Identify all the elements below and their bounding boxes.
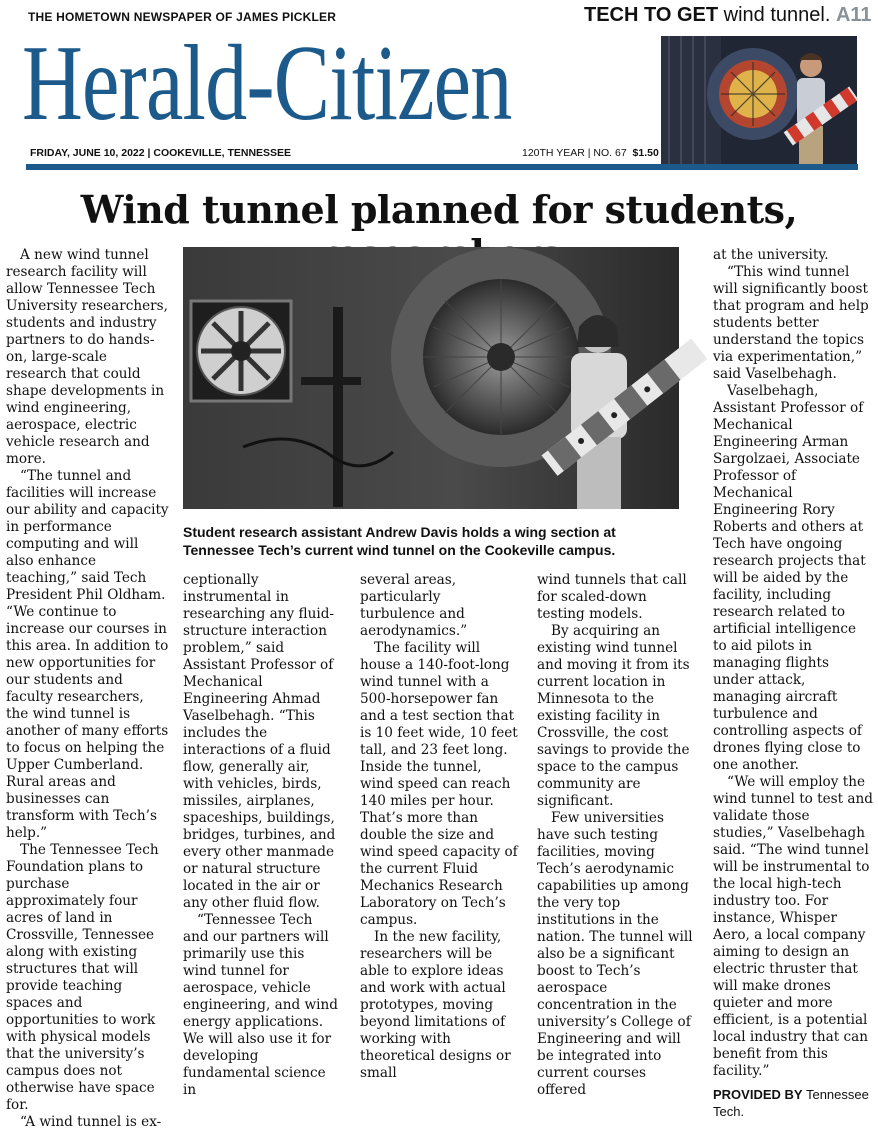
paragraph: A new wind tunnel research facility will allow Tennessee Tech University researchers, students and industry partners to do hands-on, large-scale research that could shape developments in wind engineering, aerospace, electric vehicle research and more. [6, 247, 168, 467]
provided-by [713, 1086, 873, 1120]
teaser-photo [661, 36, 857, 164]
front-page-teaser[interactable] [584, 4, 872, 27]
volume-info [522, 147, 659, 159]
tagline-name: JAMES PICKLER [236, 10, 337, 24]
article-column-5 [713, 247, 873, 1120]
article-column-4 [537, 572, 695, 1099]
volume-number: 120TH YEAR | NO. 67 [522, 147, 627, 159]
article-column-3 [360, 572, 518, 1082]
provided-source: Tennessee Tech. [713, 1087, 869, 1119]
paragraph: “The tunnel and facilities will increase our ability and capacity in performance computing and will also enhance teaching,” said Tech President Phil Oldham. “We continue to increase our courses in this area. In addition to new opportunities for our students and faculty researchers, the wind tunnel is another of many efforts to focus on helping the Upper Cumberland. Rural areas and businesses can transform with Tech’s help.” [6, 468, 169, 841]
paragraph: By acquiring an existing wind tunnel and moving it from its current location in Minnesota to the existing facility in Crossville, the cost savings to provide the space to the campus community are significant. [537, 623, 690, 809]
paragraph: “A wind tunnel is ex- [20, 1114, 162, 1130]
article-headline: Wind tunnel planned for students, [80, 187, 798, 232]
article-column-1 [6, 247, 169, 1131]
paragraph: In the new facility, researchers will be able to explore ideas and work with actual prototypes, moving beyond limitations of working with theoretical designs or small [360, 929, 511, 1081]
masthead-tagline [28, 10, 336, 24]
tagline-prefix: THE HOMETOWN NEWSPAPER OF [28, 10, 233, 24]
photo-caption: Student research assistant Andrew Davis holds a wing section at Tennessee Tech’s current wind tunnel on the Cookeville campus. [183, 524, 616, 558]
masthead-rule [26, 164, 858, 170]
paragraph: several areas, particularly turbulence and aerodynamics.” [360, 572, 468, 639]
paragraph: Vaselbehagh, Assistant Professor of Mechanical Engineering Arman Sargolzaei, Associate Professor of Mechanical Engineering Rory Roberts and others at Tech have ongoing research projects that will be aided by the facility, including research related to artificial intelligence to aid pilots in managing flights under attack, managing aircraft turbulence and controlling aspects of drones flying close to one another. [713, 383, 866, 773]
paragraph: at the university. [713, 247, 829, 263]
paragraph: wind tunnels that call for scaled-down testing models. [537, 572, 687, 622]
paragraph: “We will employ the wind tunnel to test and validate those studies,” Vaselbehagh said. “The wind tunnel will be instrumental to the local high-tech industry too. For instance, Whisper Aero, a local company aiming to design an electric thruster that will make drones quieter and more efficient, is a potential local industry that can benefit from this facility.” [713, 774, 873, 1079]
paragraph: The Tennessee Tech Foundation plans to purchase approximately four acres of land in Crossville, Tennessee along with existing structures that will provide teaching spaces and opportunities to work with physical models that the university’s campus does not otherwise have space for. [6, 842, 159, 1113]
dateline: FRIDAY, JUNE 10, 2022 | COOKEVILLE, TENNESSEE [30, 147, 292, 159]
paragraph: ceptionally instrumental in researching any fluid-structure interaction problem,” said Assistant Professor of Mechanical Engineering Ahmad Vaselbehagh. “This includes the interactions of a fluid flow, generally air, with vehicles, birds, missiles, airplanes, spaceships, buildings, bridges, turbines, and every other manmade or natural structure located in the air or any other fluid flow. [183, 572, 336, 911]
teaser-page: A11 [835, 4, 872, 26]
newspaper-flag: Herald-Citizen [22, 24, 512, 143]
article-column-2 [183, 572, 341, 1099]
paragraph: Few universities have such testing facilities, moving Tech’s aerodynamic capabilities up among the very top institutions in the nation. The tunnel will also be a significant boost to Tech’s aerospace concentration in the university’s College of Engineering and will be integrated into current courses offered [537, 810, 693, 1098]
paragraph: “Tennessee Tech and our partners will primarily use this wind tunnel for aerospace, vehicle engineering, and wind energy applications. We will also use it for developing fundamental science in [183, 912, 338, 1098]
teaser-bold: TECH TO GET [584, 4, 719, 26]
article-photo [183, 247, 679, 509]
provided-label: PROVIDED BY [713, 1087, 803, 1102]
price: $1.50 [632, 147, 659, 159]
paragraph: “This wind tunnel will significantly boost that program and help students better understand the topics via experimentation,” said Vaselbehagh. [713, 264, 869, 382]
teaser-text: wind tunnel. [723, 4, 831, 26]
paragraph: The facility will house a 140-foot-long wind tunnel with a 500-horsepower fan and a test section that is 10 feet wide, 10 feet tall, and 23 feet long. Inside the tunnel, wind speed can reach 140 miles per hour. That’s more than double the size and wind speed capacity of the current Fluid Mechanics Research Laboratory on Tech’s campus. [360, 640, 518, 928]
